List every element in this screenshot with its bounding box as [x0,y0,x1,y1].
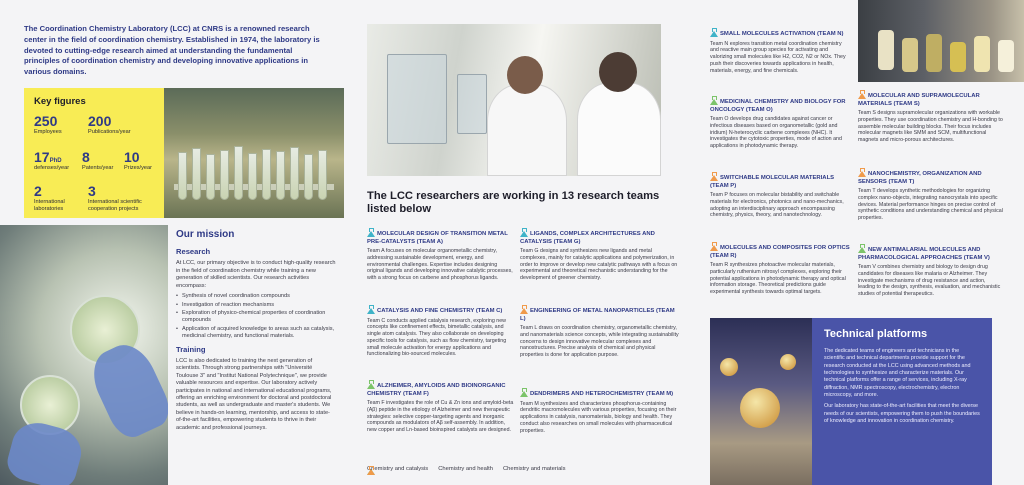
technical-platforms-box [812,318,992,485]
team-t: NANOCHEMISTRY, ORGANIZATION AND SENSORS (TEAM T) Team T develops synthetic methodologies for organizing complex nano-objects, integrating nanocrystals into specific devices. Material performance hinges on precise control of synthetic conditions and understanding chemical and physical properties. [858,168,1004,222]
team-r: MOLECULES AND COMPOSITES FOR OPTICS (TEAM R) Team R synthesizes photoactive molecular materials, particularly ruthenium nitrosyl complexes, exploring their potential applications in photodynamic therapy and optical information storage. Theoretical predictions guide experimental synthesis towards optimal targets. [710,242,850,296]
figure-employees: 250 Employees [34,113,62,135]
research-list [176,293,336,341]
figure-prizes: 10 Prizes/year [124,149,152,171]
team-c: CATALYSIS AND FINE CHEMISTRY (TEAM C) Team C conducts applied catalysis research, exploring new concepts like confinement effects, bimetallic catalysis, and single atom catalysis. They also collaborate on developing specific tools for catalysis, such as flow chemistry, targeting small molecule activation for energy applications and functionalizing bio-sourced molecules. [367,305,515,358]
team-n: SMALL MOLECULES ACTIVATION (TEAM N) Team N explores transition metal coordination chemistry and reactive main group species for activating and valorizing small molecules like H2, CO2, N2 or NOx. They push their discoveries towards applications in health, materials, energy, and fine chemicals. [710,28,850,74]
team-m: DENDRIMERS AND HETEROCHEMISTRY (TEAM M) Team M synthesizes and characterizes phosphorus-containing dendritic macromolecules with various properties, focusing on their applications in catalysis, nanomaterials, biology and health. They conduct also researches on small molecules with pharmaceutical properties. [520,388,680,434]
flask-icon [367,380,375,389]
tech-paragraph-1: The dedicated teams of engineers and technicians in the scientific and technical departments provide support for the research conducted at the LCC using advanced methods and technologies to synthesize and characterize materials. Our technical platforms offer a range of services, including X-ray diffraction, NMR spectroscopy, electrochemistry, electron microscopy, and more. [824,348,971,399]
figure-intl-projects: 3 International scientific cooperation projects [88,183,142,212]
team-a: MOLECULAR DESIGN OF TRANSITION METAL PRE-CATALYSTS (TEAM A) Team A focuses on molecular organometallic chemistry, addressing sustainable development, energy, and environmental challenges. Expertise includes designing original ligands and developing innovative catalytic processes, with a strong focus on carbene and phosphorus ligands. [367,228,515,282]
flask-icon [520,305,528,314]
team-o: MEDICINAL CHEMISTRY AND BIOLOGY FOR ONCOLOGY (TEAM O) Team O develops drug candidates against cancer or infectious diseases based on organometallic (gold and iridium) N-heterocyclic carbene complexes (NHC). It investigates the cytotoxic properties, mode of action and applications in photodynamic therapy. [710,96,850,150]
figure-intl-labs: 2 International laboratories [34,183,65,212]
flask-icon [367,305,375,314]
training-heading: Training [176,344,206,354]
vials-photo [858,0,1024,82]
mission-title: Our mission [176,229,235,240]
flask-icon [710,96,718,105]
flask-icon [710,242,718,251]
equipment-photo [710,318,812,485]
left-panel [0,0,350,485]
figure-patents: 8 Patents/year [82,149,114,171]
teams-heading: The LCC researchers are working in 13 research teams listed below [367,190,660,216]
team-f: ALZHEIMER, AMYLOIDS AND BIOINORGANIC CHEMISTRY (TEAM F) Team F investigates the role of Cu & Zn ions and amyloid-beta (Aβ) peptide in the etiology of Alzheimer and new therapeutic strategies: selective copper-targeting agents and inorganic compounds as modulators of Aβ self-assembly. In addition, new copper and Ln-based bioinspired catalysts are designed. [367,380,515,434]
flask-icon [520,388,528,397]
flask-icon [710,28,718,37]
mission-section [176,228,336,435]
figure-phd: 17PhD defenses/year [34,149,70,171]
training-text: LCC is also dedicated to training the next generation of scientists. Through strong partnerships with "Université Toulouse 3" and "Institut National Polytechnique", we provide valuable resources and expertise. Our laboratory actively participates in national and international educational programs, offering an enriching environment for doctoral and postdoctoral students, as well as undergraduate and master's students. We believe in hands-on learning, mentorship, and access to state-of-the-art facilities, empowering students to thrive in their academic and professional journeys. [176,357,332,431]
key-figures-title: Key figures [34,96,86,107]
team-g: LIGANDS, COMPLEX ARCHITECTURES AND CATALYSIS (TEAM G) Team G designs and synthesizes new ligands and metal complexes, mainly for catalytic applications and polymerization, in order to improve or develop new catalytic pathways with a focus on experimental and theoretical mechanistic understanding for the development of greener chemistry. [520,228,680,282]
flask-icon [858,168,866,177]
middle-panel [350,0,690,485]
flask-icon [520,228,528,237]
legend-catalysis: Chemistry and catalysis [367,466,429,472]
team-s: MOLECULAR AND SUPRAMOLECULAR MATERIALS (TEAM S) Team S designs supramolecular organizations with workable properties. They use coordination chemistry and H-bonding to assemble molecular building blocks. Their focus includes molecular magnets like SMM and SCM, multifunctional magnets and micro-porous architectures. [858,90,1004,144]
researchers-photo [367,24,661,176]
intro-text: The Coordination Chemistry Laboratory (LCC) at CNRS is a renowned research center in the field of coordination chemistry. Established in 1974, the laboratory is devoted to cutting-edge research aimed at understanding the fundamental principles of coordination chemistry and developing innovative applications in various domains. [24,24,320,77]
flask-icon [858,244,866,253]
right-panel [690,0,1024,485]
flask-icon [710,172,718,181]
team-p: SWITCHABLE MOLECULAR MATERIALS (TEAM P) Team P focuses on molecular bistability and switchable materials for electronics, photonics and nano-mechanics, adopting an interdisciplinary approach encompassing chemistry, physics, theory, and nanotechnology. [710,172,850,219]
figure-publications: 200 Publications/year [88,113,131,135]
list-item: • Application of acquired knowledge to areas such as catalysis, medicinal chemistry, and functional materials. [176,326,336,341]
research-intro: At LCC, our primary objective is to conduct high-quality research in the field of coordination chemistry while training a new generation of skilled scientists. Our research activities encompass: [176,260,336,289]
key-figures-box [24,88,164,218]
flask-icon [367,228,375,237]
list-item: • Investigation of reaction mechanisms [176,302,336,309]
team-v: NEW ANTIMALARIAL MOLECULES AND PHARMACOLOGICAL APPROACHES (TEAM V) Team V combines chemistry and biology to design drug candidates for diseases like malaria or Alzheimer. They investigate mechanisms of drug resistance and action, leading to the design, synthesis, evaluation, and mechanistic studies of potential therapeutics. [858,244,1004,298]
research-heading: Research [176,247,211,257]
tech-paragraph-2: Our laboratory has state-of-the-art facilities that meet the diverse needs of our scientists, empowering them to push the boundaries of knowledge and innovation in coordination chemistry. [824,403,980,425]
legend-health: Chemistry and health [438,466,493,472]
legend [367,466,566,472]
team-l: ENGINEERING OF METAL NANOPARTICLES (TEAM L) Team L draws on coordination chemistry, organometallic chemistry, and nanomaterials science concepts, while integrating sustainability concerns to design innovative molecular complexes and nanostructures. Precise analysis of chemical and physical properties is done for application purpose. [520,305,680,359]
gloved-hands-photo [0,225,168,485]
flask-icon [858,90,866,99]
legend-materials: Chemistry and materials [503,466,566,472]
tech-title: Technical platforms [824,328,928,340]
list-item: • Exploration of physico-chemical properties of coordination compounds [176,310,336,325]
list-item: • Synthesis of novel coordination compounds [176,293,336,300]
test-tubes-photo [164,88,344,218]
